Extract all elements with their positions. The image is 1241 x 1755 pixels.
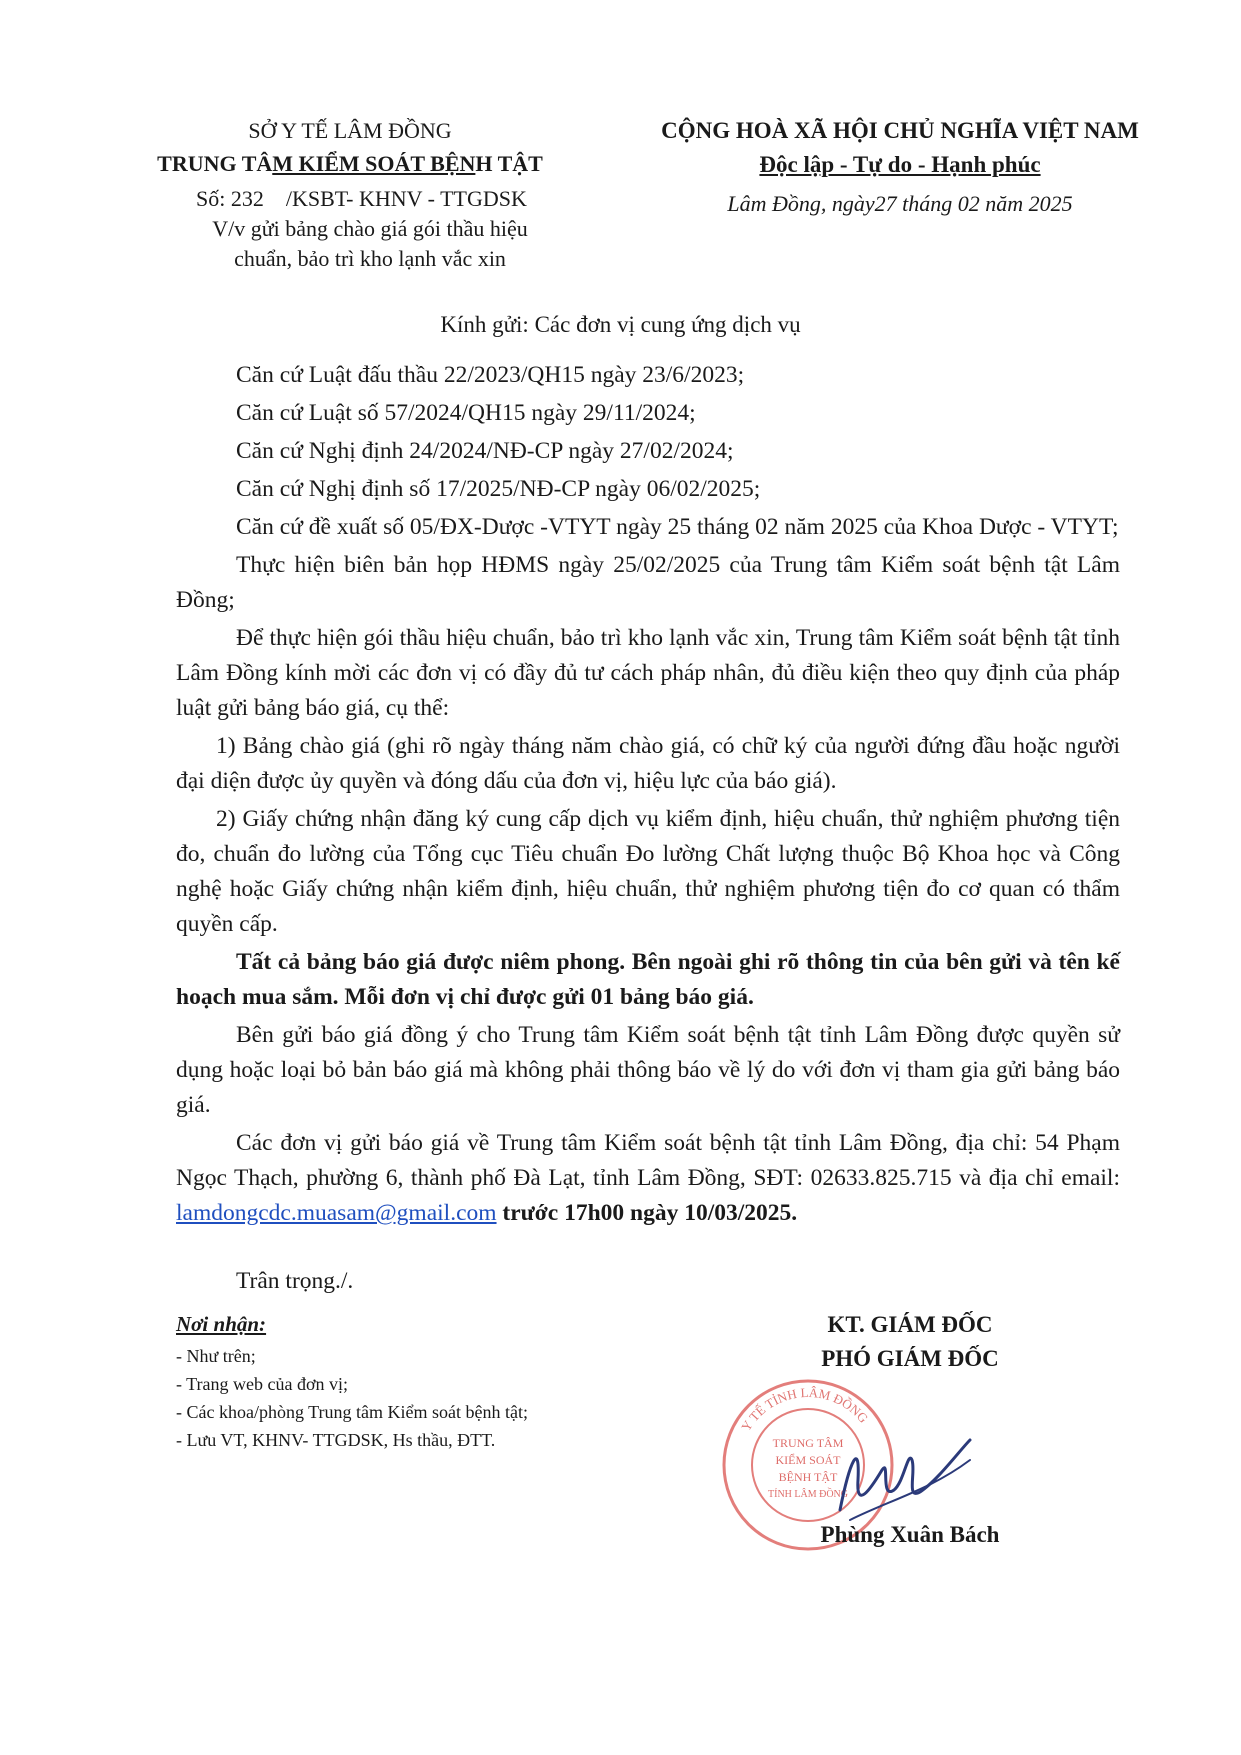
stamp-line-4: TỈNH LÂM ĐỒNG xyxy=(768,1489,848,1500)
rights-paragraph: Bên gửi báo giá đồng ý cho Trung tâm Kiểm soát bệnh tật tỉnh Lâm Đồng được quyền sử dụng hoặc loại bỏ bản báo giá mà không phải thông báo về lý do với đơn vị tham gia gửi bảng báo giá. xyxy=(176,1022,1120,1118)
stamp-line-2: KIỂM SOÁT xyxy=(775,1453,841,1467)
requirement-item: 1) Bảng chào giá (ghi rõ ngày tháng năm chào giá, có chữ ký của người đứng đầu hoặc người đại diện được ủy quyền và đóng dấu của đơn vị, hiệu lực của báo giá). xyxy=(176,733,1120,794)
national-motto xyxy=(620,152,1180,178)
basis-paragraph: Căn cứ Nghị định số 17/2025/NĐ-CP ngày 06/02/2025; xyxy=(236,476,761,502)
signature-title-2: PHÓ GIÁM ĐỐC xyxy=(821,1346,999,1371)
closing: Trân trọng./. xyxy=(236,1268,354,1294)
recipient-item: - Như trên; xyxy=(176,1346,256,1366)
recipients-title: Nơi nhận: xyxy=(176,1312,267,1336)
deadline-text: trước 17h00 ngày 10/03/2025. xyxy=(496,1200,798,1226)
recipients-list xyxy=(176,1342,528,1454)
stamp-line-1: TRUNG TÂM xyxy=(772,1436,844,1450)
requirement-item: 2) Giấy chứng nhận đăng ký cung cấp dịch vụ kiểm định, hiệu chuẩn, thử nghiệm phương tiện đo, chuẩn đo lường của Tổng cục Tiêu chuẩn Đo lường Chất lượng thuộc Bộ Khoa học và Công nghệ hoặc Giấy chứng nhận kiểm định, hiệu chuẩn, thử nghiệm phương tiện đo cơ quan có thẩm quyền cấp. xyxy=(176,806,1120,937)
basis-paragraph: Căn cứ Nghị định 24/2024/NĐ-CP ngày 27/02/2024; xyxy=(236,438,734,464)
greeting: Kính gửi: Các đơn vị cung ứng dịch vụ xyxy=(440,312,801,337)
national-title: CỘNG HOÀ XÃ HỘI CHỦ NGHĨA VIỆT NAM xyxy=(661,118,1139,143)
place-date: Lâm Đồng, ngày27 tháng 02 năm 2025 xyxy=(727,191,1073,216)
stamp-ring-text: Y TẾ TỈNH LÂM ĐỒNG xyxy=(738,1384,872,1434)
document-body xyxy=(176,358,1120,1234)
org-name-part2: M KIỂM SOÁT BỆN xyxy=(272,151,476,176)
basis-paragraph: Căn cứ Luật đấu thầu 22/2023/QH15 ngày 23/6/2023; xyxy=(236,362,745,388)
org-parent: SỞ Y TẾ LÂM ĐỒNG xyxy=(248,118,452,143)
basis-paragraph: Căn cứ đề xuất số 05/ĐX-Dược -VTYT ngày 25 tháng 02 năm 2025 của Khoa Dược - VTYT; xyxy=(236,514,1119,540)
org-name-part3: H TẬT xyxy=(475,151,543,176)
document-subject xyxy=(150,214,590,274)
sealing-notice: Tất cả bảng báo giá được niêm phong. Bên ngoài ghi rõ thông tin của bên gửi và tên kế hoạch mua sắm. Mỗi đơn vị chỉ được gửi 01 bảng báo giá. xyxy=(176,949,1120,1010)
basis-paragraph: Căn cứ Luật số 57/2024/QH15 ngày 29/11/2024; xyxy=(236,400,696,426)
signer-name: Phùng Xuân Bách xyxy=(820,1522,1000,1547)
subject-line-1: V/v gửi bảng chào giá gói thầu hiệu xyxy=(212,216,528,241)
document-number: Số: 232 /KSBT- KHNV - TTGDSK xyxy=(196,186,527,211)
contact-paragraph xyxy=(176,1126,1120,1231)
basis-paragraph: Thực hiện biên bản họp HĐMS ngày 25/02/2025 của Trung tâm Kiểm soát bệnh tật Lâm Đồng; xyxy=(176,552,1120,613)
signature-title-1: KT. GIÁM ĐỐC xyxy=(827,1312,993,1337)
recipient-item: - Trang web của đơn vị; xyxy=(176,1374,349,1394)
stamp-line-3: BỆNH TẬT xyxy=(778,1470,838,1484)
org-name-part1: TRUNG TÂ xyxy=(157,151,273,176)
recipient-item: - Các khoa/phòng Trung tâm Kiểm soát bệnh tật; xyxy=(176,1402,528,1422)
subject-line-2: chuẩn, bảo trì kho lạnh vắc xin xyxy=(234,246,506,271)
recipient-item: - Lưu VT, KHNV- TTGDSK, Hs thầu, ĐTT. xyxy=(176,1430,496,1450)
invitation-paragraph: Để thực hiện gói thầu hiệu chuẩn, bảo trì kho lạnh vắc xin, Trung tâm Kiểm soát bệnh tật tỉnh Lâm Đồng kính mời các đơn vị có đầy đủ tư cách pháp nhân, đủ điều kiện theo quy định của pháp luật gửi bảng báo giá, cụ thể: xyxy=(176,625,1120,721)
contact-text: Các đơn vị gửi báo giá về Trung tâm Kiểm soát bệnh tật tỉnh Lâm Đồng, địa chỉ: 54 Phạm Ngọc Thạch, phường 6, thành phố Đà Lạt, tỉnh Lâm Đồng, SĐT: 02633.825.715 và địa chỉ email: xyxy=(176,1130,1120,1191)
org-name xyxy=(110,151,590,177)
motto-text: Độc lập - Tự do - Hạnh phúc xyxy=(759,152,1041,177)
email-link[interactable]: lamdongcdc.muasam@gmail.com xyxy=(176,1200,497,1226)
